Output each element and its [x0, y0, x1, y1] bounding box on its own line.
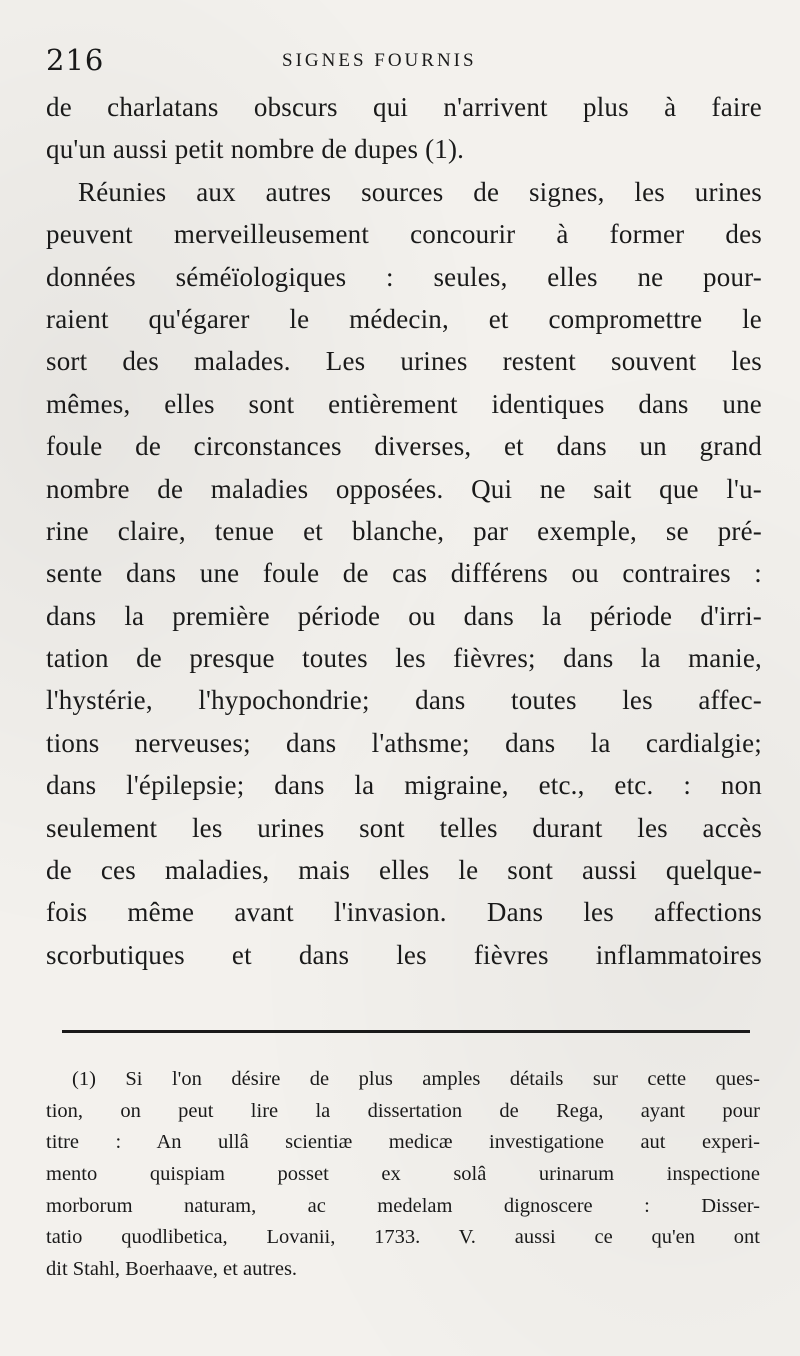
- footnote-line: mento quispiam posset ex solâ urinarum inspectione: [46, 1163, 760, 1186]
- footnote-line: dit Stahl, Boerhaave, et autres.: [46, 1258, 298, 1281]
- body-line: nombre de maladies opposées. Qui ne sait que l'u-: [46, 473, 762, 504]
- body-line: tation de presque toutes les fièvres; dans la manie,: [46, 643, 762, 674]
- footnote: [46, 1064, 760, 1286]
- body-line: fois même avant l'invasion. Dans les affections: [46, 897, 762, 928]
- body-line: raient qu'égarer le médecin, et compromettre le: [46, 303, 762, 334]
- page-number: 216: [46, 43, 105, 77]
- body-line: dans l'épilepsie; dans la migraine, etc., etc. : non: [46, 770, 762, 801]
- body-line: sort des malades. Les urines restent souvent les: [46, 346, 762, 377]
- body-line: de ces maladies, mais elles le sont aussi quelque-: [46, 855, 762, 886]
- footnote-separator-rule: [62, 1030, 750, 1033]
- body-line: Réunies aux autres sources de signes, les urines: [78, 176, 762, 207]
- body-line: foule de circonstances diverses, et dans un grand: [46, 431, 762, 462]
- body-line: sente dans une foule de cas différens ou contraires :: [46, 558, 762, 589]
- body-line: dans la première période ou dans la période d'irri-: [46, 600, 762, 631]
- body-line: mêmes, elles sont entièrement identiques dans une: [46, 388, 762, 419]
- body-line: seulement les urines sont telles durant les accès: [46, 812, 762, 843]
- body-line: peuvent merveilleusement concourir à former des: [46, 219, 762, 250]
- footnote-line: tion, on peut lire la dissertation de Rega, ayant pour: [46, 1099, 760, 1122]
- page-header: [46, 42, 766, 78]
- body-line: tions nerveuses; dans l'athsme; dans la cardialgie;: [46, 727, 762, 758]
- body-line: qu'un aussi petit nombre de dupes (1).: [46, 134, 465, 165]
- body-line: l'hystérie, l'hypochondrie; dans toutes les affec-: [46, 685, 762, 716]
- body-line: scorbutiques et dans les fièvres inflammatoires: [46, 939, 762, 970]
- footnote-line: morborum naturam, ac medelam dignoscere : Disser-: [46, 1194, 760, 1217]
- body-line: de charlatans obscurs qui n'arrivent plus à faire: [46, 92, 762, 122]
- body-line: données séméïologiques : seules, elles ne pour-: [46, 261, 762, 292]
- footnote-line: (1) Si l'on désire de plus amples détails sur cette ques-: [72, 1068, 760, 1090]
- body-text: [46, 86, 762, 976]
- running-head: SIGNES FOURNIS: [282, 50, 477, 71]
- footnote-line: tatio quodlibetica, Lovanii, 1733. V. aussi ce qu'en ont: [46, 1226, 760, 1249]
- body-line: rine claire, tenue et blanche, par exemple, se pré-: [46, 515, 762, 546]
- footnote-line: titre : An ullâ scientiæ medicæ investigatione aut experi-: [46, 1131, 760, 1154]
